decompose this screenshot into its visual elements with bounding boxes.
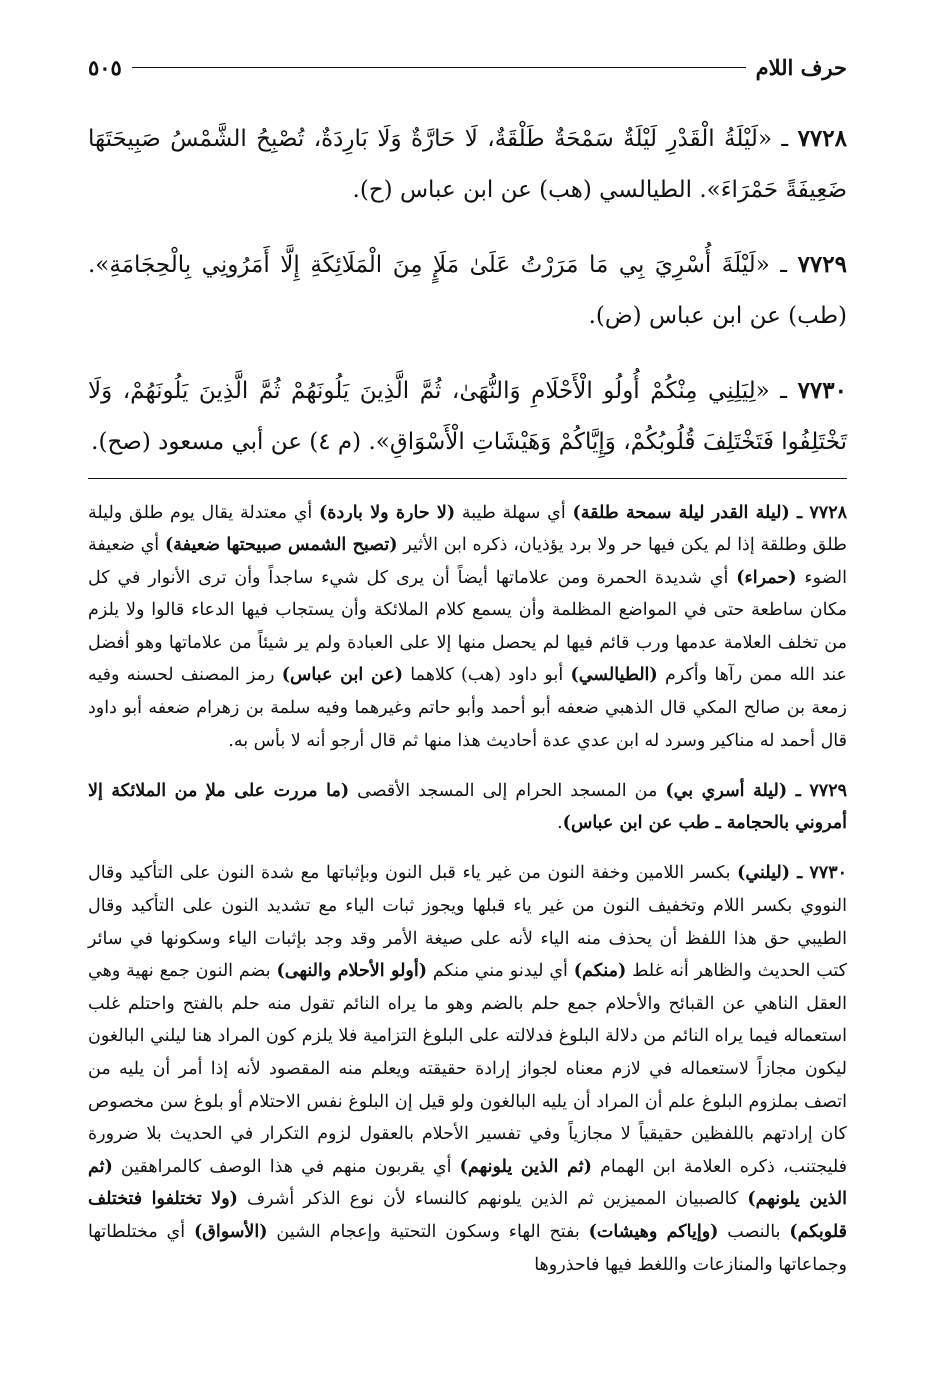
hadith-text: «لَيْلَةُ الْقَدْرِ لَيْلَةٌ سَمْحَةٌ طَلْقَةٌ، لَا حَارَّةٌ وَلَا بَارِدَةٌ، تُصْبِحُ الشَّمْسُ صَبِيحَتَهَا ضَعِيفَةً حَمْرَاءَ». — [88, 126, 847, 203]
footnote-separator — [88, 478, 847, 479]
note-quoted-phrase: (حمراء) — [736, 567, 797, 588]
note-number: ٧٧٣٠ ـ — [790, 863, 847, 884]
note-text: أي شديدة الحمرة ومن علاماتها أيضاً أن يرى كل شيء ساجداً وأن ترى الأنوار في كل مكان ساطعة حتى في المواضع المظلمة وأن يسمع كلام الملائكة وأن يستجاب فيها الدعاء قالوا ولا يلزم من تخلف العلامة عدمها ورب قائم فيها لم يحصل منها إلا على العبادة ولم ير شيئاً من علاماتها وهو أفضل عند الله ممن رآها وأكرم — [88, 567, 847, 686]
note-text: رمز المصنف لحسنه وفيه زمعة بن صالح المكي قال الذهبي ضعفه أبو أحمد وأبو حاتم وغيرهما وفيه سلمة بن زهرام ضعفه أبو داود قال أحمد له مناكير وسرد له ابن عدي عدة أحاديث هذا منها ثم قال أرجو أنه لا بأس به. — [88, 665, 847, 751]
hadith-list — [88, 113, 847, 468]
note-text: بضم النون جمع نهية وهي العقل الناهي عن القبائح والأحلام جمع حلم بالضم وهو ما يراه النائم تقول منه حلم بالفتح واحتلم غلب استعماله فيما يراه النائم من دلالة البلوغ فدلالته على البلوغ التزامية فلا يلزم كون المراد هنا ليلني البالغون ليكون مجازاً لاستعماله في لازم معناه لجواز إرادة حقيقته ويعلم منه المقصود لأنه إذا أمر أن يليه من اتصف بملزوم البلوغ علم أن المراد أن يليه البالغون ولو قيل إن البلوغ نفس الاحتلام أو بلوغ سن مخصوص كان إرادتهم باللفظين حقيقياً لا مجازياً وفي تفسير الأحلام بالعقول لزوم التكرار في الحديث بلا ضرورة فليجتنب، ذكره العلامة ابن الهمام — [88, 961, 848, 1177]
header-rule — [132, 67, 746, 68]
hadith-entry: ٧٧٢٩ ـ «لَيْلَةَ أُسْرِيَ بِي مَا مَرَرْتُ عَلَىٰ مَلَإٍ مِنَ الْمَلَائِكَةِ إِلَّا أَمَرُونِي بِالْحِجَامَةِ». (طب) عن ابن عباس (ض). — [88, 251, 847, 329]
hadith-source: الطيالسي (هب) عن ابن عباس (ح). — [352, 177, 693, 203]
note-quoted-phrase: (منكم) — [573, 961, 627, 982]
commentary-section — [88, 497, 847, 1282]
note-number: ٧٧٢٩ ـ — [787, 780, 848, 801]
note-quoted-phrase: (ثم الذين يلونهم) — [88, 1156, 847, 1210]
note-text: بالنصب — [718, 1221, 790, 1242]
note-quoted-phrase: (ثم الذين يلونهم) — [459, 1156, 592, 1177]
note-text: أي ضعيفة الضوء — [88, 535, 848, 588]
note-text: بفتح الهاء وسكون التحتية وإعجام الشين — [267, 1221, 589, 1242]
note-text: . — [557, 813, 563, 834]
note-number: ٧٧٢٨ ـ — [789, 502, 848, 523]
note-quoted-phrase: (ليلة القدر ليلة سمحة طلقة) — [572, 502, 790, 523]
note-text: أي معتدلة يقال يوم طلق وليلة طلق وطلقة إذا لم يكن فيها حر ولا برد يؤذيان، ذكره ابن الأثير — [88, 502, 847, 556]
note-text: أبو داود (هب) كلاهما — [403, 665, 571, 686]
hadith-source: (م ٤) عن أبي مسعود (صح). — [91, 429, 362, 455]
commentary-note — [88, 857, 847, 1281]
hadith-number: ٧٧٢٨ — [797, 125, 847, 152]
note-quoted-phrase: (ليلني) — [737, 863, 790, 884]
note-text: كالصبيان المميزين ثم الذين يلونهم كالنساء لأن نوع الذكر أشرف — [237, 1189, 748, 1210]
note-quoted-phrase: (ولا تختلفوا فتختلف قلوبكم) — [88, 1189, 848, 1242]
note-quoted-phrase: (ليلة أسري بي) — [665, 780, 788, 801]
note-quoted-phrase: (وإياكم وهيشات) — [588, 1221, 719, 1242]
running-title: حرف اللام — [755, 54, 847, 80]
hadith-text: «لَيْلَةَ أُسْرِيَ بِي مَا مَرَرْتُ عَلَىٰ مَلَإٍ مِنَ الْمَلَائِكَةِ إِلَّا أَمَرُونِي بِالْحِجَامَةِ». — [88, 252, 770, 278]
note-quoted-phrase: (تصبح الشمس صبيحتها ضعيفة) — [164, 535, 398, 556]
note-quoted-phrase: (ما مررت على ملإ من الملائكة إلا أمروني بالحجامة ـ طب عن ابن عباس) — [88, 780, 847, 834]
note-quoted-phrase: (أولو الأحلام والنهى) — [276, 961, 428, 982]
note-text: أي مختلطاتها وجماعاتها والمنازعات واللغط فيها فاحذروها — [88, 1221, 847, 1275]
hadith-source: (طب) عن ابن عباس (ض). — [588, 303, 847, 329]
note-text: أي ليدنو مني منكم — [427, 961, 574, 982]
hadith-text: «لِيَلِنِي مِنْكُمْ أُولُو الْأَحْلَامِ وَالنُّهَىٰ، ثُمَّ الَّذِينَ يَلُونَهُمْ ثُمَّ الَّذِينَ يَلُونَهُمْ، وَلَا تَخْتَلِفُوا فَتَخْتَلِفَ قُلُوبُكُمْ، وَإِيَّاكُمْ وَهَيْشَاتِ الْأَسْوَاقِ». — [88, 378, 847, 455]
hadith-entry: ٧٧٣٠ ـ «لِيَلِنِي مِنْكُمْ أُولُو الْأَحْلَامِ وَالنُّهَىٰ، ثُمَّ الَّذِينَ يَلُونَهُمْ ثُمَّ الَّذِينَ يَلُونَهُمْ، وَلَا تَخْتَلِفُوا فَتَخْتَلِفَ قُلُوبُكُمْ، وَإِيَّاكُمْ وَهَيْشَاتِ الْأَسْوَاقِ». (م ٤) عن أبي مسعود (صح). — [88, 377, 847, 455]
hadith-number: ٧٧٣٠ — [797, 377, 847, 404]
note-text: بكسر اللامين وخفة النون من غير ياء قبل النون وبإثباتها مع شدة النون على التأكيد وقال النووي بكسر اللام وتخفيف النون من غير ياء قبلها ويجوز ثبات الياء مع تشديد النون على التأكيد وقال الطيبي حق هذا اللفظ أن يحذف منه الياء لأنه على صيغة الأمر وقد وجد بإثبات الياء وسكونها في سائر كتب الحديث والظاهر أنه غلط — [88, 863, 848, 982]
note-text: أي يقربون منهم في هذا الوصف كالمراهقين — [112, 1156, 460, 1177]
commentary-note — [88, 497, 847, 758]
hadith-number: ٧٧٢٩ — [797, 251, 847, 278]
note-quoted-phrase: (عن ابن عباس) — [281, 665, 404, 686]
note-quoted-phrase: (لا حارة ولا باردة) — [319, 502, 456, 523]
note-text: من المسجد الحرام إلى المسجد الأقصى — [349, 780, 666, 801]
page-number: ٥٠٥ — [88, 54, 122, 80]
hadith-entry: ٧٧٢٨ ـ «لَيْلَةُ الْقَدْرِ لَيْلَةٌ سَمْحَةٌ طَلْقَةٌ، لَا حَارَّةٌ وَلَا بَارِدَةٌ، تُصْبِحُ الشَّمْسُ صَبِيحَتَهَا ضَعِيفَةً حَمْرَاءَ». الطيالسي (هب) عن ابن عباس (ح). — [88, 125, 847, 203]
note-quoted-phrase: (الطيالسي) — [570, 665, 658, 686]
commentary-note — [88, 775, 847, 840]
note-text: أي سهلة طيبة — [455, 502, 573, 523]
page-header — [88, 44, 847, 90]
note-quoted-phrase: (الأسواق) — [193, 1221, 268, 1242]
